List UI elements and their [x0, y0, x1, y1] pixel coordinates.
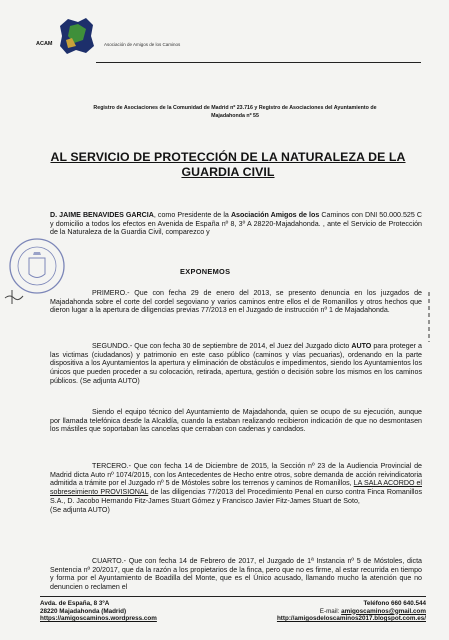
tercero-paragraph: [50, 462, 422, 514]
footer-blog-link[interactable]: http://amigosdeloscaminos2017.blogspot.com.es/: [276, 615, 426, 622]
header-divider: [96, 62, 421, 63]
footer-phone: Teléfono 660 640.544: [363, 600, 426, 607]
primero-paragraph: PRIMERO.- Que con fecha 29 de enero del 2013, se presento denuncia en los juzgados de Majadahonda sobre el corte del cordel segoviano y varios caminos entre ellos el de Romanillos y otros hechos que dieron lugar a la apertura de diligencias previas 77/2013 en el Juzgado de instrucción nº 1 de Majadahonda.: [50, 289, 422, 315]
registry-info: [40, 104, 430, 120]
intro-text-1: , como Presidente de la: [153, 211, 231, 219]
footer-city: 28220 Majadahonda (Madrid): [40, 607, 127, 615]
cuarto-paragraph: CUARTO.- Que con fecha 14 de Febrero de 2017, el Juzgado de 1ª Instancia nº 5 de Móstoles, dicta Sentencia nº 20/2017, que da la razón a los propietarios de la finca, pero que no es firme, al estar recurrida en tiempo y forma por el Ayuntamiento de Boadilla del Monte, que es el Único acusado, llamando mucho la atención que no denuncien o reclamen el: [50, 557, 422, 592]
footer-website-link[interactable]: https://amigoscaminos.wordpress.com: [40, 615, 157, 622]
document-title: [28, 150, 428, 180]
segundo-text-2: para proteger a las victimas (ciudadanos) y patrimonio en este caso público (caminos y vías pecuarias), ordenando en la parte dispositiva a los Ayuntamientos la apertura y eliminación de obstáculos e impedimentos, siendo los Ayuntamientos los únicos que pueden proceder a su colocación, retirada, apertura, gestión o decisión sobre los mismos en los caminos públicos. (Se adjunta AUTO): [50, 342, 422, 385]
acam-logo: [56, 16, 96, 56]
title-line-2: GUARDIA CIVIL: [181, 165, 275, 179]
intro-paragraph: [50, 211, 422, 237]
footer-address: Avda. de España, 8 3ºA: [40, 600, 110, 607]
tercero-text-1: TERCERO.- Que con fecha 14 de Diciembre de 2015, la Sección nº 23 de la Audiencia Provincial de Madrid dicta Auto nº 1074/2015, con los Antecedentes de Hecho entre otros, sobre demanda de acción reivindicatoria admitida a trámite por el Juzgado nº 5 de Móstoles sobre los terrenos y caminos de Romanillos,: [50, 462, 422, 488]
tercero-note: (Se adjunta AUTO): [50, 505, 110, 514]
tercero-text-2: de las diligencias 77/2013 del Procedimiento Penal en curso contra Finca Romanillos S.A., D. Jacobo Hernando Fitz-James Stuart Gómez y Francisco Javier Fitz-James Stuart de Soto,: [50, 488, 423, 505]
auto-keyword: AUTO: [351, 342, 372, 350]
section-heading: EXPONEMOS: [180, 267, 231, 276]
title-line-1: AL SERVICIO DE PROTECCIÓN DE LA NATURALEZA DE LA: [50, 150, 406, 164]
association-name: Asociación de Amigos de los Caminos: [104, 42, 181, 47]
siendo-paragraph: Siendo el equipo técnico del Ayuntamiento de Majadahonda, quien se ocupo de su ejecución, aunque por llamada telefónica desde la Alcaldía, cuando la estaban realizando recibieron indicación de que no desmontasen los mástiles que soportaban las cancelas que cerraban con cadenas y candados.: [50, 408, 422, 434]
handwritten-mark: [2, 284, 26, 308]
applicant-name: D. JAIME BENAVIDES GARCIA: [50, 211, 154, 219]
footer-divider: [40, 596, 426, 597]
segundo-paragraph: [50, 342, 422, 386]
intro-text-2: Caminos con DNI 50.000.525 C y domicilio a todos los efectos en Avenida de España nº 8, 3º A 28220-Majadahonda. , ante el Servicio de Protección de la Naturaleza de la Guardia Civil, comparezco y: [50, 211, 423, 237]
footer-email-label: E-mail:: [319, 607, 342, 615]
segundo-text-1: SEGUNDO.- Que con fecha 30 de septiembre de 2014, el Juez del Juzgado dicto: [92, 342, 352, 350]
logo-text: ACAM: [36, 41, 53, 47]
registry-line-2: Majadahonda nº 55: [211, 113, 259, 119]
margin-dash: [426, 292, 432, 342]
association-ref: Asociación Amigos de los: [230, 211, 320, 219]
registry-line-1: Registro de Asociaciones de la Comunidad de Madrid nº 23.716 y Registro de Asociaciones del Ayuntamiento de: [93, 105, 377, 111]
footer-email-link[interactable]: amigoscaminos@gmail.com: [341, 607, 426, 615]
footer-contact-left: [40, 600, 157, 623]
footer-contact-right: [200, 600, 426, 623]
tercero-ruling: LA SALA ACORDO el sobreseimiento PROVISIONAL: [50, 479, 422, 497]
